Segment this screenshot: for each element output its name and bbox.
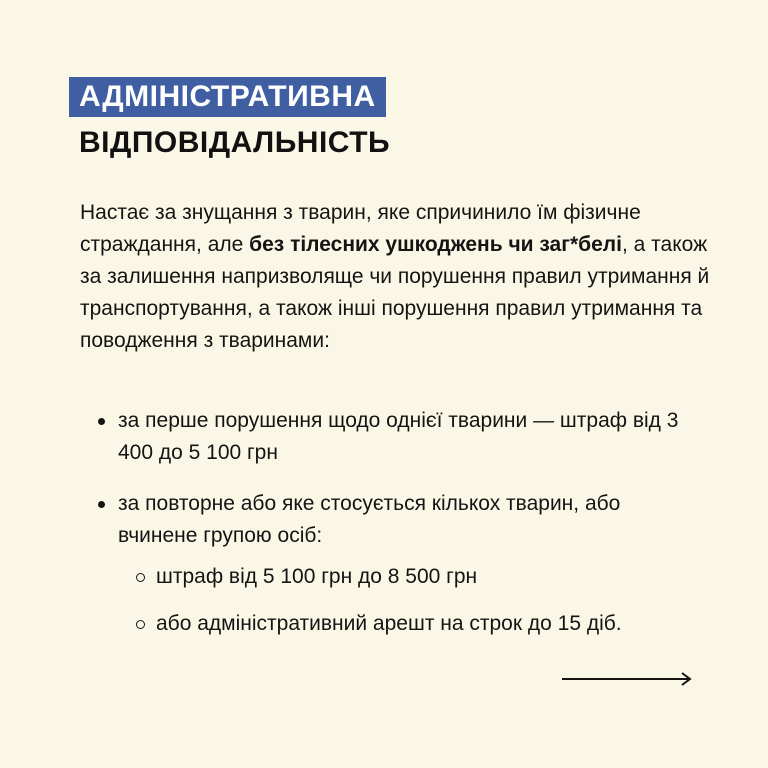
circle-bullet-icon — [136, 573, 145, 582]
sub-list-item — [136, 608, 696, 640]
title-highlighted: АДМІНІСТРАТИВНА — [69, 77, 386, 117]
list-item-text: за повторне або яке стосується кількох тварин, або вчинене групою осіб: — [118, 492, 621, 547]
penalty-list — [80, 405, 700, 571]
bullet-icon — [98, 418, 105, 425]
intro-text-end: , а також за залишення напризволяще чи порушення правил утримання й транспортування, а також інші порушення правил утримання та поводження з тваринами: — [80, 233, 710, 352]
list-item-text: за перше порушення щодо однієї тварини — штраф від 3 400 до 5 100 грн — [118, 409, 679, 464]
arrow-right-icon[interactable] — [562, 672, 694, 686]
penalty-sublist — [136, 561, 696, 655]
intro-paragraph — [80, 197, 720, 357]
sub-list-item-text: або адміністративний арешт на строк до 15 діб. — [156, 612, 622, 635]
title-second-line: ВІДПОВІДАЛЬНІСТЬ — [79, 126, 391, 159]
circle-bullet-icon — [136, 620, 145, 629]
list-item — [80, 488, 700, 552]
sub-list-item-text: штраф від 5 100 грн до 8 500 грн — [156, 565, 478, 588]
sub-list-item — [136, 561, 696, 593]
intro-text-start: Настає за знущання з тварин, яке спричинило їм фізичне страждання, але — [80, 201, 641, 256]
list-item — [80, 405, 700, 469]
intro-bold-text: без тілесних ушкоджень чи заг*белі — [249, 233, 622, 256]
bullet-icon — [98, 501, 105, 508]
title-block — [69, 77, 390, 163]
